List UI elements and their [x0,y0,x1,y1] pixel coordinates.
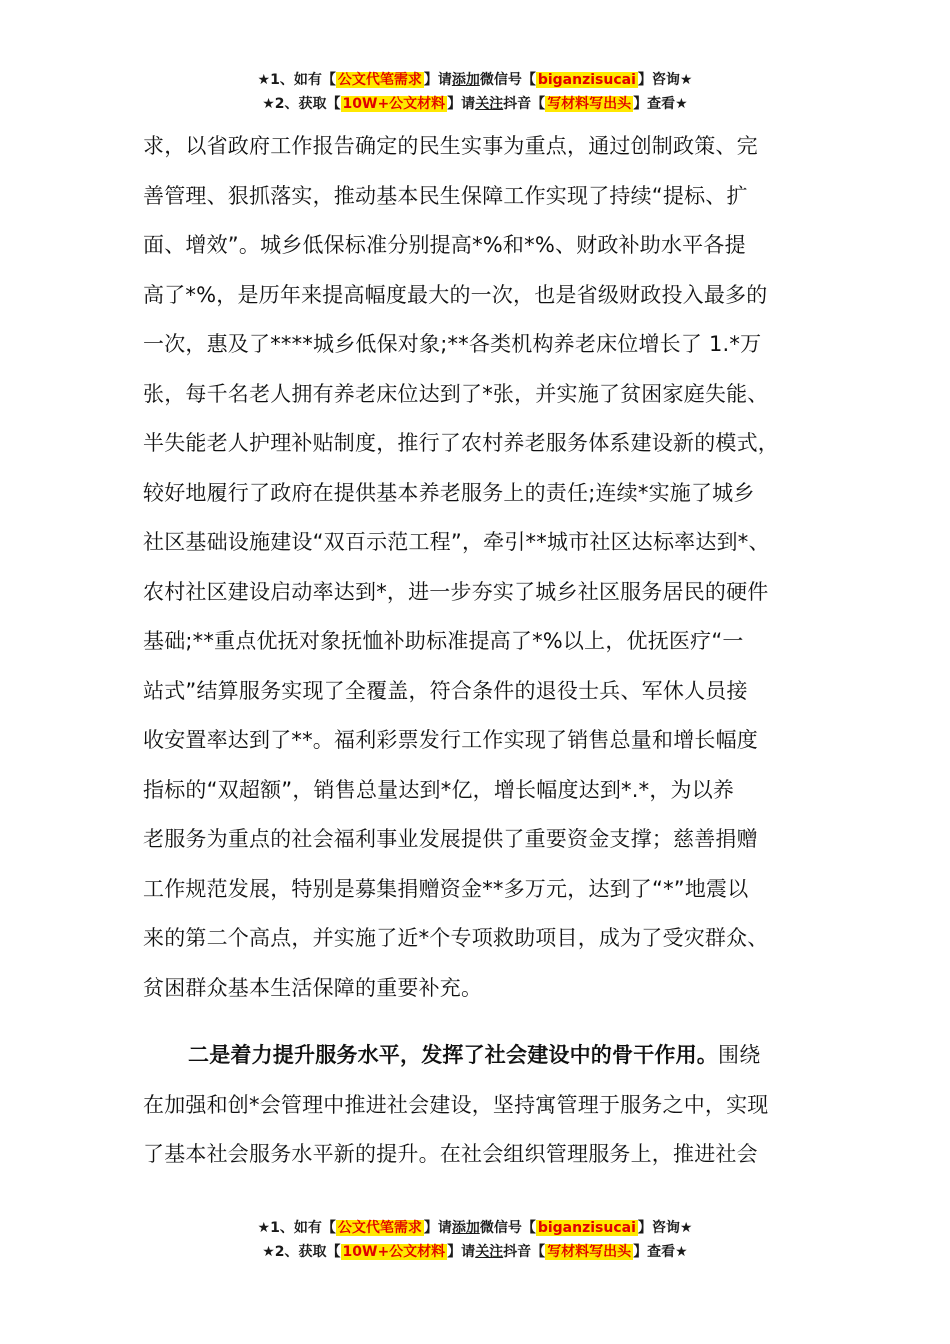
banner-underline: 关注 [475,1244,504,1260]
banner-line-2 [0,92,950,116]
text-line: 指标的“双超额”，销售总量达到*亿，增长幅度达到*.*，为以养 [143,777,735,802]
banner-line-2 [0,1240,950,1264]
banner-line-1 [0,68,950,92]
banner-text: 】查看★ [633,1244,688,1260]
text-line: 善管理、狠抓落实，推动基本民生保障工作实现了持续“提标、扩 [143,183,748,208]
banner-highlight: 10W+公文材料 [342,1244,446,1260]
text-line: 社区基础设施建设“双百示范工程”，牵引**城市社区达标率达到*、 [143,530,770,554]
banner-text: 抖音【 [503,96,546,112]
text-line: 了基本社会服务水平新的提升。在社会组织管理服务上，推进社会 [143,1142,758,1166]
banner-text: ★2、获取【 [262,1244,341,1260]
text-line: 站式”结算服务实现了全覆盖，符合条件的退役士兵、军休人员接 [143,678,748,703]
banner-text: 微信号【 [479,72,536,88]
banner-text: ★1、如有【 [257,1220,336,1236]
text-line: 农村社区建设启动率达到*，进一步夯实了城乡社区服务居民的硬件 [143,579,769,604]
text-line: 高了*%，是历年来提高幅度最大的一次，也是省级财政投入最多的 [143,282,768,307]
text-line: 一次，惠及了****城乡低保对象;**各类机构养老床位增长了 1.*万 [143,332,762,356]
banner-underline: 添加 [451,72,480,88]
banner-text: 】咨询★ [637,1220,693,1236]
banner-underline: 添加 [451,1220,480,1236]
paragraph-2 [143,1031,843,1180]
banner-text: 抖音【 [503,1244,546,1260]
text-line: 收安置率达到了**。福利彩票发行工作实现了销售总量和增长幅度 [143,728,758,752]
banner-highlight: 10W+公文材料 [342,96,446,112]
banner-text: ★1、如有【 [257,72,336,88]
text-line: 在加强和创*会管理中推进社会建设，坚持寓管理于服务之中，实现 [143,1092,769,1117]
text-run: 围绕 [718,1043,761,1067]
text-line: 工作规范发展，特别是募集捐赠资金**多万元，达到了“*”地震以 [143,876,749,901]
banner-highlight: biganzisucai [537,1220,636,1236]
banner-highlight: biganzisucai [537,72,636,88]
text-line: 张，每千名老人拥有养老床位达到了*张，并实施了贫困家庭失能、 [143,381,769,406]
banner-text: 微信号【 [479,1220,536,1236]
paragraph-lead-heading: 二是着力提升服务水平，发挥了社会建设中的骨干作用。 [188,1043,718,1067]
top-banner [0,68,950,116]
text-line: 老服务为重点的社会福利事业发展提供了重要资金支撑；慈善捐赠 [143,827,758,851]
banner-highlight: 公文代笔需求 [337,72,422,88]
text-line: 求，以省政府工作报告确定的民生实事为重点，通过创制政策、完 [143,134,758,158]
banner-text: ★2、获取【 [262,96,341,112]
banner-text: 】请 [423,72,452,88]
banner-highlight: 写材料写出头 [547,1244,632,1260]
banner-underline: 关注 [475,96,504,112]
banner-text: 】请 [423,1220,452,1236]
text-line: 面、增效”。城乡低保标准分别提高*%和*%、财政补助水平各提 [143,233,746,257]
text-line: 来的第二个高点，并实施了近*个专项救助项目，成为了受灾群众、 [143,926,769,950]
text-line: 半失能老人护理补贴制度，推行了农村养老服务体系建设新的模式， [143,431,779,455]
banner-text: 】查看★ [633,96,688,112]
bottom-banner [0,1216,950,1264]
text-line [143,1031,843,1081]
banner-text: 】请 [447,1244,476,1260]
banner-text: 】咨询★ [637,72,693,88]
text-line: 贫困群众基本生活保障的重要补充。 [143,975,483,1000]
paragraph-1 [143,122,833,1013]
text-line: 较好地履行了政府在提供基本养老服务上的责任;连续*实施了城乡 [143,480,755,505]
banner-highlight: 公文代笔需求 [337,1220,422,1236]
banner-line-1 [0,1216,950,1240]
text-line: 基础;**重点优抚对象抚恤补助标准提高了*%以上，优抚医疗“一 [143,629,744,653]
banner-highlight: 写材料写出头 [547,96,632,112]
banner-text: 】请 [447,96,476,112]
